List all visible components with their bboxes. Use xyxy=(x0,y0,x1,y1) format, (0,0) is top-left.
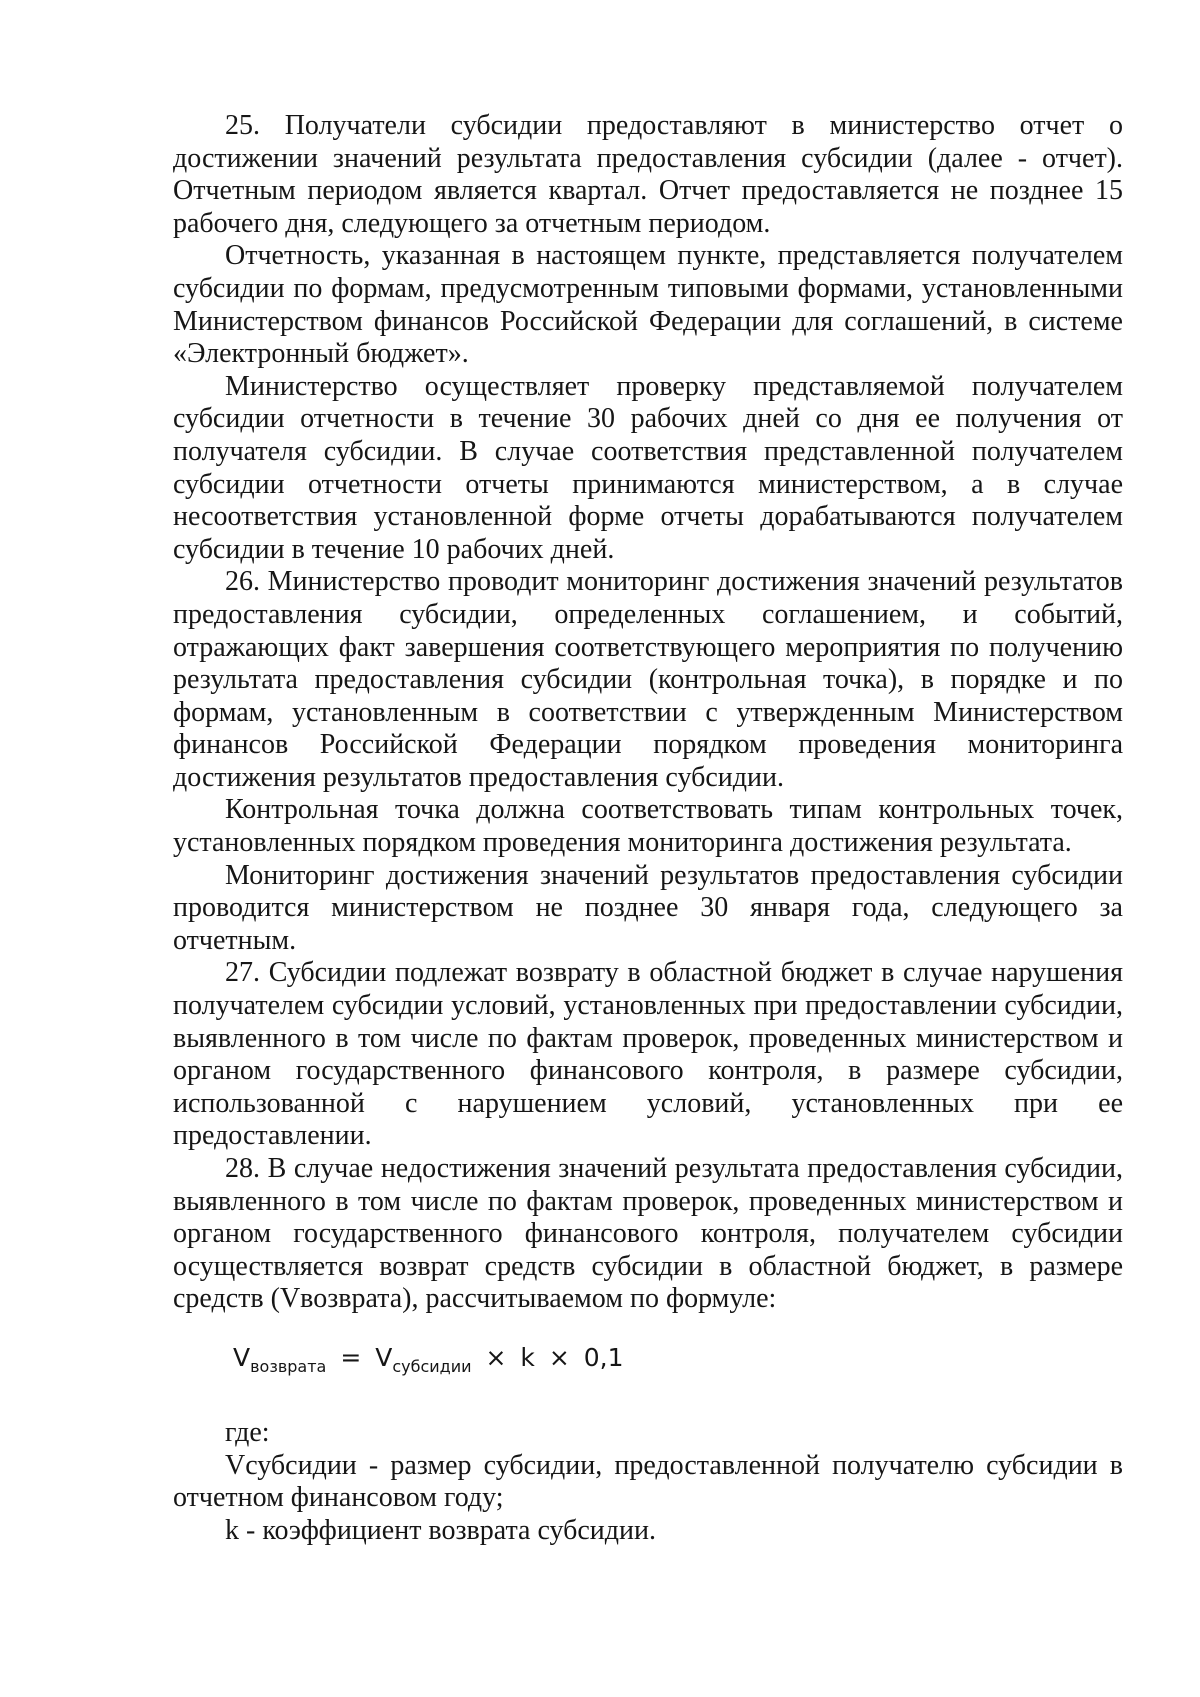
formula-times-1: × xyxy=(485,1342,507,1372)
refund-formula xyxy=(173,1336,1123,1389)
formula-factor: k xyxy=(520,1342,535,1372)
formula-rhs-subscript: субсидии xyxy=(392,1356,472,1376)
paragraph-26-monitoring: Мониторинг достижения значений результатов предоставления субсидии проводится министерством не позднее 30 января года, следующего за отчетным. xyxy=(173,859,1123,956)
formula-equals: = xyxy=(340,1342,362,1372)
paragraph-26-checkpoint: Контрольная точка должна соответствовать типам контрольных точек, установленных порядком проведения мониторинга достижения результата. xyxy=(173,794,1123,859)
formula-times-2: × xyxy=(548,1342,570,1372)
paragraph-25: 25. Получатели субсидии предоставляют в министерство отчет о достижении значений результата предоставления субсидии (далее - отчет). Отчетным периодом является квартал. Отчет предоставляется не позднее 15 рабочего дня, следующего за отчетным периодом. xyxy=(173,110,1123,239)
formula-lhs-subscript: возврата xyxy=(250,1356,327,1376)
paragraph-28: 28. В случае недостижения значений результата предоставления субсидии, выявленного в том числе по фактам проверок, проведенных министерством и органом государственного финансового контроля, получателем субсидии осуществляется возврат средств субсидии в областной бюджет, в размере средств (Vвозврата), рассчитываемом по формуле: xyxy=(173,1153,1123,1315)
formula-rhs-symbol: V xyxy=(375,1342,393,1372)
definition-k: k - коэффициент возврата субсидии. xyxy=(225,1514,657,1546)
paragraph-27: 27. Субсидии подлежат возврату в областной бюджет в случае нарушения получателем субсидии условий, установленных при предоставлении субсидии, выявленного в том числе по фактам проверок, проведенных министерством и органом государственного финансового контроля, в размере субсидии, использованной с нарушением условий, установленных при ее предоставлении. xyxy=(173,957,1123,1152)
definition-v-subsidy: Vсубсидии - размер субсидии, предоставленной получателю субсидии в отчетном финансовом году; xyxy=(173,1449,1123,1514)
document-page xyxy=(173,110,1123,1547)
definitions-where: где: xyxy=(225,1416,270,1448)
formula-lhs-symbol: V xyxy=(233,1342,251,1372)
formula-constant: 0,1 xyxy=(583,1342,624,1372)
paragraph-25-check: Министерство осуществляет проверку представляемой получателем субсидии отчетности в течение 30 рабочих дней со дня ее получения от получателя субсидии. В случае соответствия представленной получателем субсидии отчетности отчеты принимаются министерством, а в случае несоответствия установленной форме отчеты дорабатываются получателем субсидии в течение 10 рабочих дней. xyxy=(173,370,1123,565)
paragraph-26: 26. Министерство проводит мониторинг достижения значений результатов предоставления субсидии, определенных соглашением, и событий, отражающих факт завершения соответствующего мероприятия по получению результата предоставления субсидии (контрольная точка), в порядке и по формам, установленным в соответствии с утвержденным Министерством финансов Российской Федерации порядком проведения мониторинга достижения результатов предоставления субсидии. xyxy=(173,566,1123,793)
paragraph-25-reporting: Отчетность, указанная в настоящем пункте, представляется получателем субсидии по формам, предусмотренным типовыми формами, установленными Министерством финансов Российской Федерации для соглашений, в системе «Электронный бюджет». xyxy=(173,240,1123,370)
